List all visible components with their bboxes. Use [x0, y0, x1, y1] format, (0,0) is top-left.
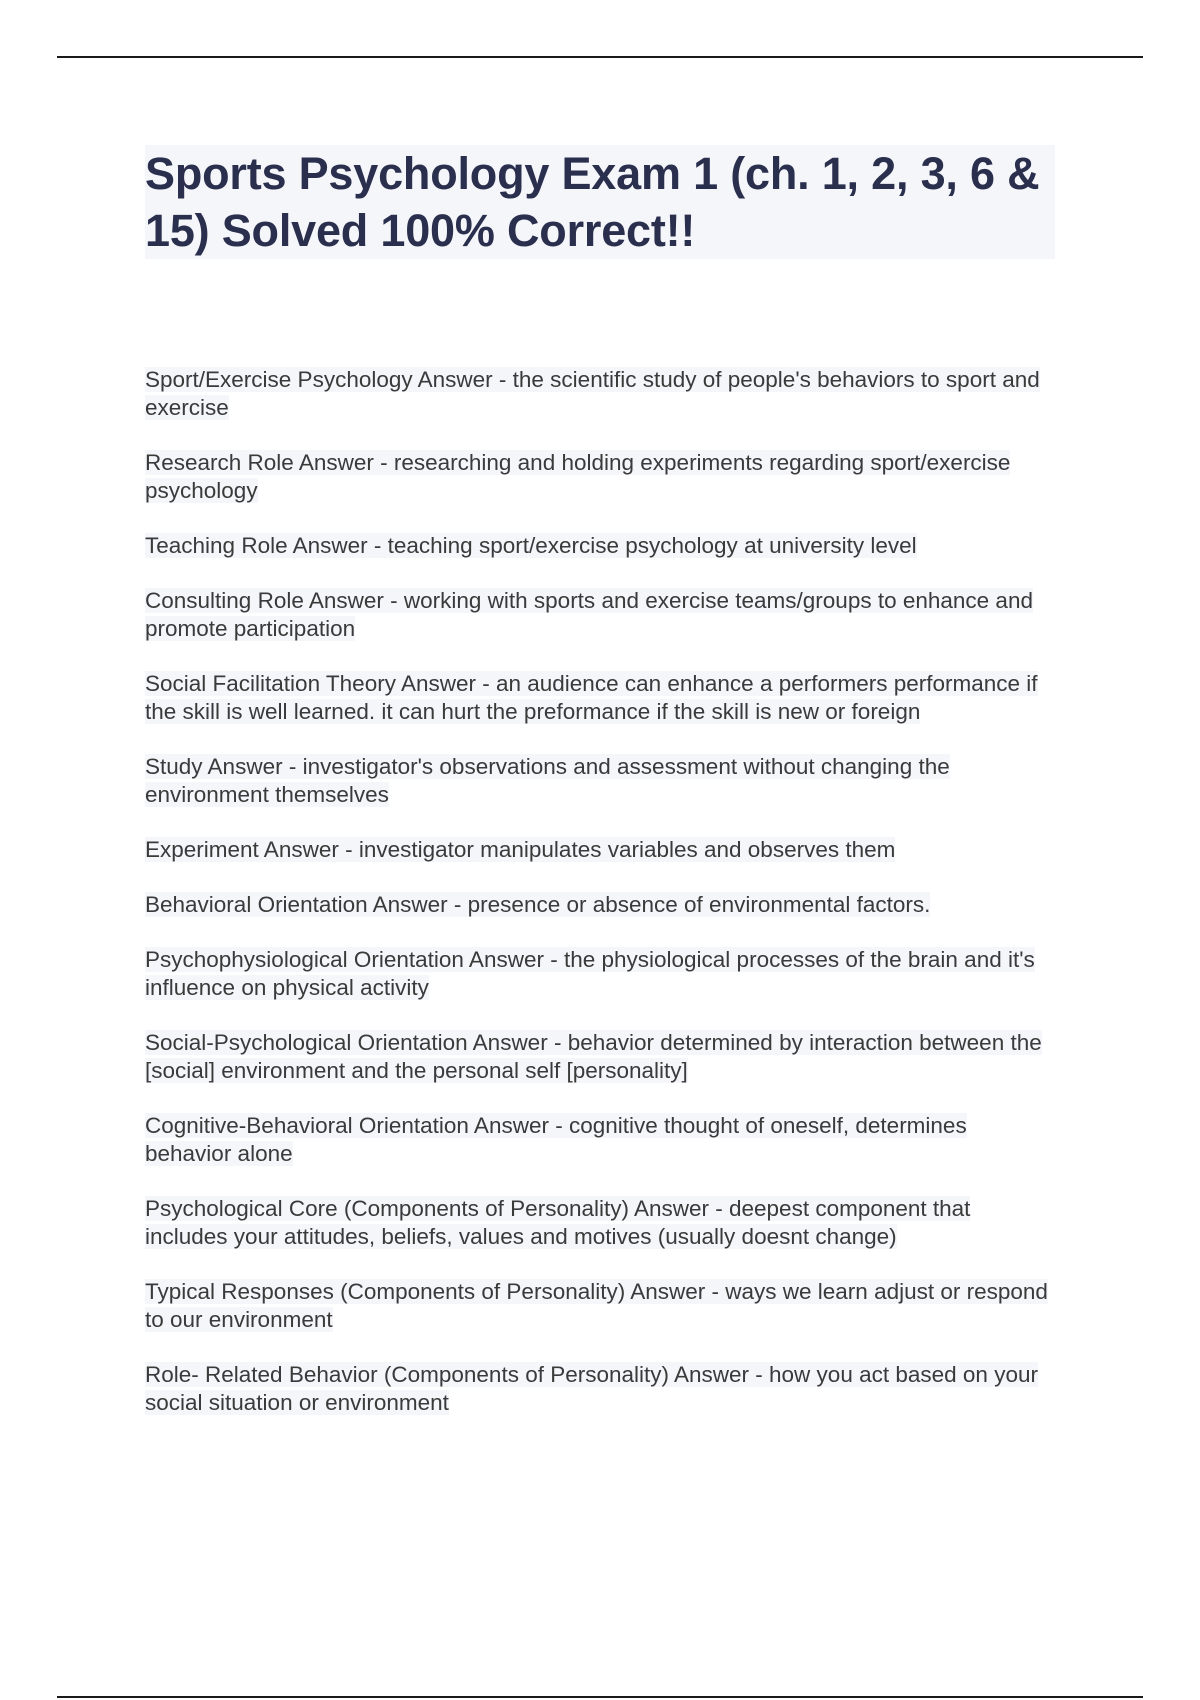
qa-entry: [145, 1195, 1055, 1251]
qa-entry-text: Role- Related Behavior (Components of Personality) Answer - how you act based on your social situation or environment: [145, 1362, 1038, 1415]
page-title: Sports Psychology Exam 1 (ch. 1, 2, 3, 6 & 15) Solved 100% Correct!!: [145, 148, 1040, 256]
qa-entry-text: Behavioral Orientation Answer - presence or absence of environmental factors.: [145, 892, 931, 917]
title-block: [145, 145, 1055, 259]
qa-entry: [145, 836, 1055, 864]
qa-entry-text: Consulting Role Answer - working with sports and exercise teams/groups to enhance and promote participation: [145, 588, 1033, 641]
qa-entry: [145, 1112, 1055, 1168]
qa-entry-text: Teaching Role Answer - teaching sport/exercise psychology at university level: [145, 533, 917, 558]
qa-entry-text: Study Answer - investigator's observations and assessment without changing the environment themselves: [145, 754, 950, 807]
qa-entry-text: Psychophysiological Orientation Answer - the physiological processes of the brain and it's influence on physical activity: [145, 947, 1035, 1000]
qa-entry: [145, 449, 1055, 505]
qa-entry-text: Experiment Answer - investigator manipulates variables and observes them: [145, 837, 896, 862]
qa-list: [145, 366, 1055, 1444]
qa-entry-text: Psychological Core (Components of Personality) Answer - deepest component that includes your attitudes, beliefs, values and motives (usually doesnt change): [145, 1196, 971, 1249]
qa-entry-text: Typical Responses (Components of Personality) Answer - ways we learn adjust or respond to our environment: [145, 1279, 1048, 1332]
qa-entry: [145, 1278, 1055, 1334]
qa-entry: [145, 366, 1055, 422]
qa-entry-text: Social Facilitation Theory Answer - an audience can enhance a performers performance if the skill is well learned. it can hurt the preformance if the skill is new or foreign: [145, 671, 1038, 724]
qa-entry: [145, 753, 1055, 809]
qa-entry: [145, 891, 1055, 919]
qa-entry: [145, 1361, 1055, 1417]
qa-entry-text: Social-Psychological Orientation Answer - behavior determined by interaction between the [social] environment and the personal self [personality]: [145, 1030, 1042, 1083]
qa-entry-text: Cognitive-Behavioral Orientation Answer - cognitive thought of oneself, determines behavior alone: [145, 1113, 967, 1166]
qa-entry: [145, 670, 1055, 726]
qa-entry: [145, 1029, 1055, 1085]
bottom-rule: [57, 1696, 1143, 1698]
qa-entry: [145, 532, 1055, 560]
qa-entry: [145, 946, 1055, 1002]
qa-entry-text: Research Role Answer - researching and holding experiments regarding sport/exercise psychology: [145, 450, 1011, 503]
qa-entry-text: Sport/Exercise Psychology Answer - the scientific study of people's behaviors to sport and exercise: [145, 367, 1040, 420]
qa-entry: [145, 587, 1055, 643]
top-rule: [57, 56, 1143, 58]
